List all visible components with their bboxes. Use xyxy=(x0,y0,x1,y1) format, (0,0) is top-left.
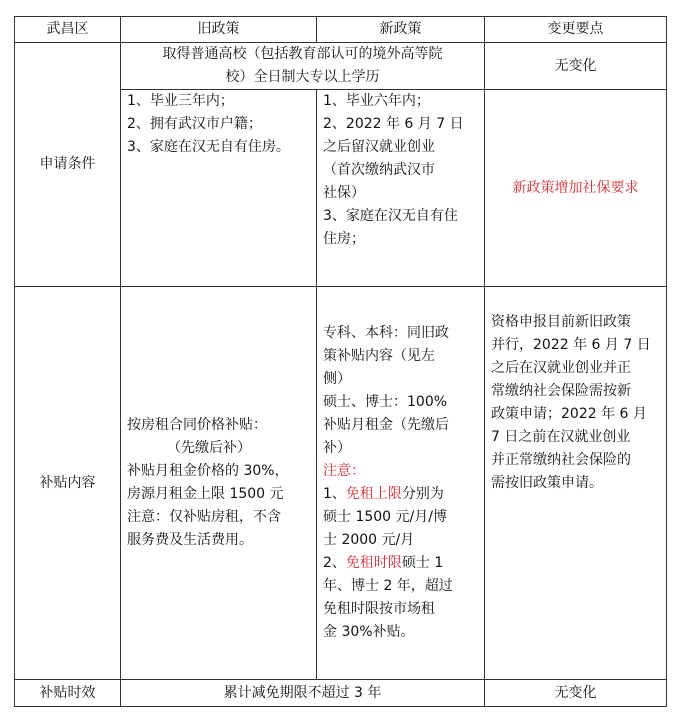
subsidy-item-1-rest: 分别为 xyxy=(401,486,444,502)
subsidy-new-line: 硕士、博士：100% xyxy=(323,394,448,410)
header-old-policy: 旧政策 xyxy=(121,17,317,43)
eligibility-old-line: 3、家庭在汉无自有住房。 xyxy=(127,139,290,155)
subsidy-change-line: 常缴纳社会保险需按新 xyxy=(491,383,631,399)
eligibility-new-cell xyxy=(317,90,485,287)
subsidy-row-label: 补贴内容 xyxy=(15,287,121,680)
eligibility-common-change: 无变化 xyxy=(485,43,667,90)
header-new-policy: 新政策 xyxy=(317,17,485,43)
subsidy-item-1-line: 士 2000 元/月 xyxy=(323,532,415,548)
subsidy-change-line: 并行，2022 年 6 月 7 日 xyxy=(491,337,651,353)
subsidy-item-1 xyxy=(323,483,478,506)
eligibility-new-line: 3、家庭在汉无自有住 xyxy=(323,208,458,224)
subsidy-item-2 xyxy=(323,552,478,575)
policy-comparison-sheet xyxy=(14,16,666,712)
subsidy-old-cell xyxy=(121,287,317,680)
subsidy-old-line: （先缴后补） xyxy=(167,440,251,456)
eligibility-new-line: 住房； xyxy=(323,231,365,247)
eligibility-new-line: 之后留汉就业创业 xyxy=(323,139,435,155)
subsidy-change-line: 需按旧政策申请。 xyxy=(491,475,603,491)
subsidy-item-1-prefix: 1、 xyxy=(323,486,346,502)
subsidy-change-line: 7 日之前在汉就业创业 xyxy=(491,429,631,445)
header-row xyxy=(15,17,667,43)
subsidy-new-line: 专科、本科：同旧政 xyxy=(323,325,449,341)
eligibility-old-line: 2、拥有武汉市户籍； xyxy=(127,116,262,132)
subsidy-new-line: 策补贴内容（见左 xyxy=(323,348,435,364)
subsidy-new-line: 补） xyxy=(323,440,351,456)
subsidy-change-line: 资格申报目前新旧政策 xyxy=(491,314,631,330)
subsidy-change-cell xyxy=(485,287,667,680)
subsidy-old-line: 按房租合同价格补贴： xyxy=(127,417,267,433)
eligibility-new-line: 1、毕业六年内； xyxy=(323,93,430,109)
subsidy-item-1-line: 硕士 1500 元/月/博 xyxy=(323,509,447,525)
eligibility-common-cell xyxy=(121,43,485,90)
subsidy-item-2-line: 年、博士 2 年，超过 xyxy=(323,578,453,594)
eligibility-new-line: （首次缴纳武汉市 xyxy=(323,162,435,178)
subsidy-old-line: 房源月租金上限 1500 元 xyxy=(127,486,284,502)
header-changes: 变更要点 xyxy=(485,17,667,43)
eligibility-common-row xyxy=(15,43,667,90)
subsidy-item-2-highlight: 免租时限 xyxy=(345,555,402,571)
eligibility-old-cell xyxy=(121,90,317,287)
subsidy-old-line: 补贴月租金价格的 30%， xyxy=(127,463,289,479)
subsidy-old-line: 服务费及生活费用。 xyxy=(127,532,253,548)
subsidy-new-line: 侧） xyxy=(323,371,351,387)
subsidy-item-1-highlight: 免租上限 xyxy=(345,486,402,502)
eligibility-common-line: 校）全日制大专以上学历 xyxy=(225,69,380,85)
subsidy-item-2-line: 免租时限按市场租 xyxy=(323,601,435,617)
eligibility-row-label: 申请条件 xyxy=(15,43,121,287)
subsidy-new-line: 补贴月租金（先缴后 xyxy=(323,417,449,433)
subsidy-item-2-prefix: 2、 xyxy=(323,555,346,571)
policy-comparison-table xyxy=(14,16,667,707)
subsidy-change-line: 政策申请；2022 年 6 月 xyxy=(491,406,647,422)
subsidy-new-cell xyxy=(317,287,485,680)
eligibility-old-line: 1、毕业三年内； xyxy=(127,93,234,109)
eligibility-common-line: 取得普通高校（包括教育部认可的境外高等院 xyxy=(162,46,443,62)
eligibility-new-line: 2、2022 年 6 月 7 日 xyxy=(323,116,464,132)
duration-row xyxy=(15,680,667,707)
subsidy-change-line: 之后在汉就业创业并正 xyxy=(491,360,631,376)
subsidy-item-2-line: 金 30%补贴。 xyxy=(323,624,415,640)
duration-text: 累计减免期限不超过 3 年 xyxy=(121,680,485,707)
subsidy-old-line: 注意：仅补贴房租，不含 xyxy=(127,509,281,525)
header-district: 武昌区 xyxy=(15,17,121,43)
subsidy-change-line: 并正常缴纳社会保险的 xyxy=(491,452,631,468)
subsidy-note-label: 注意： xyxy=(323,463,365,479)
eligibility-new-line: 社保） xyxy=(323,185,365,201)
subsidy-item-2-rest: 硕士 1 xyxy=(401,555,444,571)
duration-row-label: 补贴时效 xyxy=(15,680,121,707)
subsidy-row xyxy=(15,287,667,680)
duration-change: 无变化 xyxy=(485,680,667,707)
eligibility-change-cell: 新政策增加社保要求 xyxy=(485,90,667,287)
